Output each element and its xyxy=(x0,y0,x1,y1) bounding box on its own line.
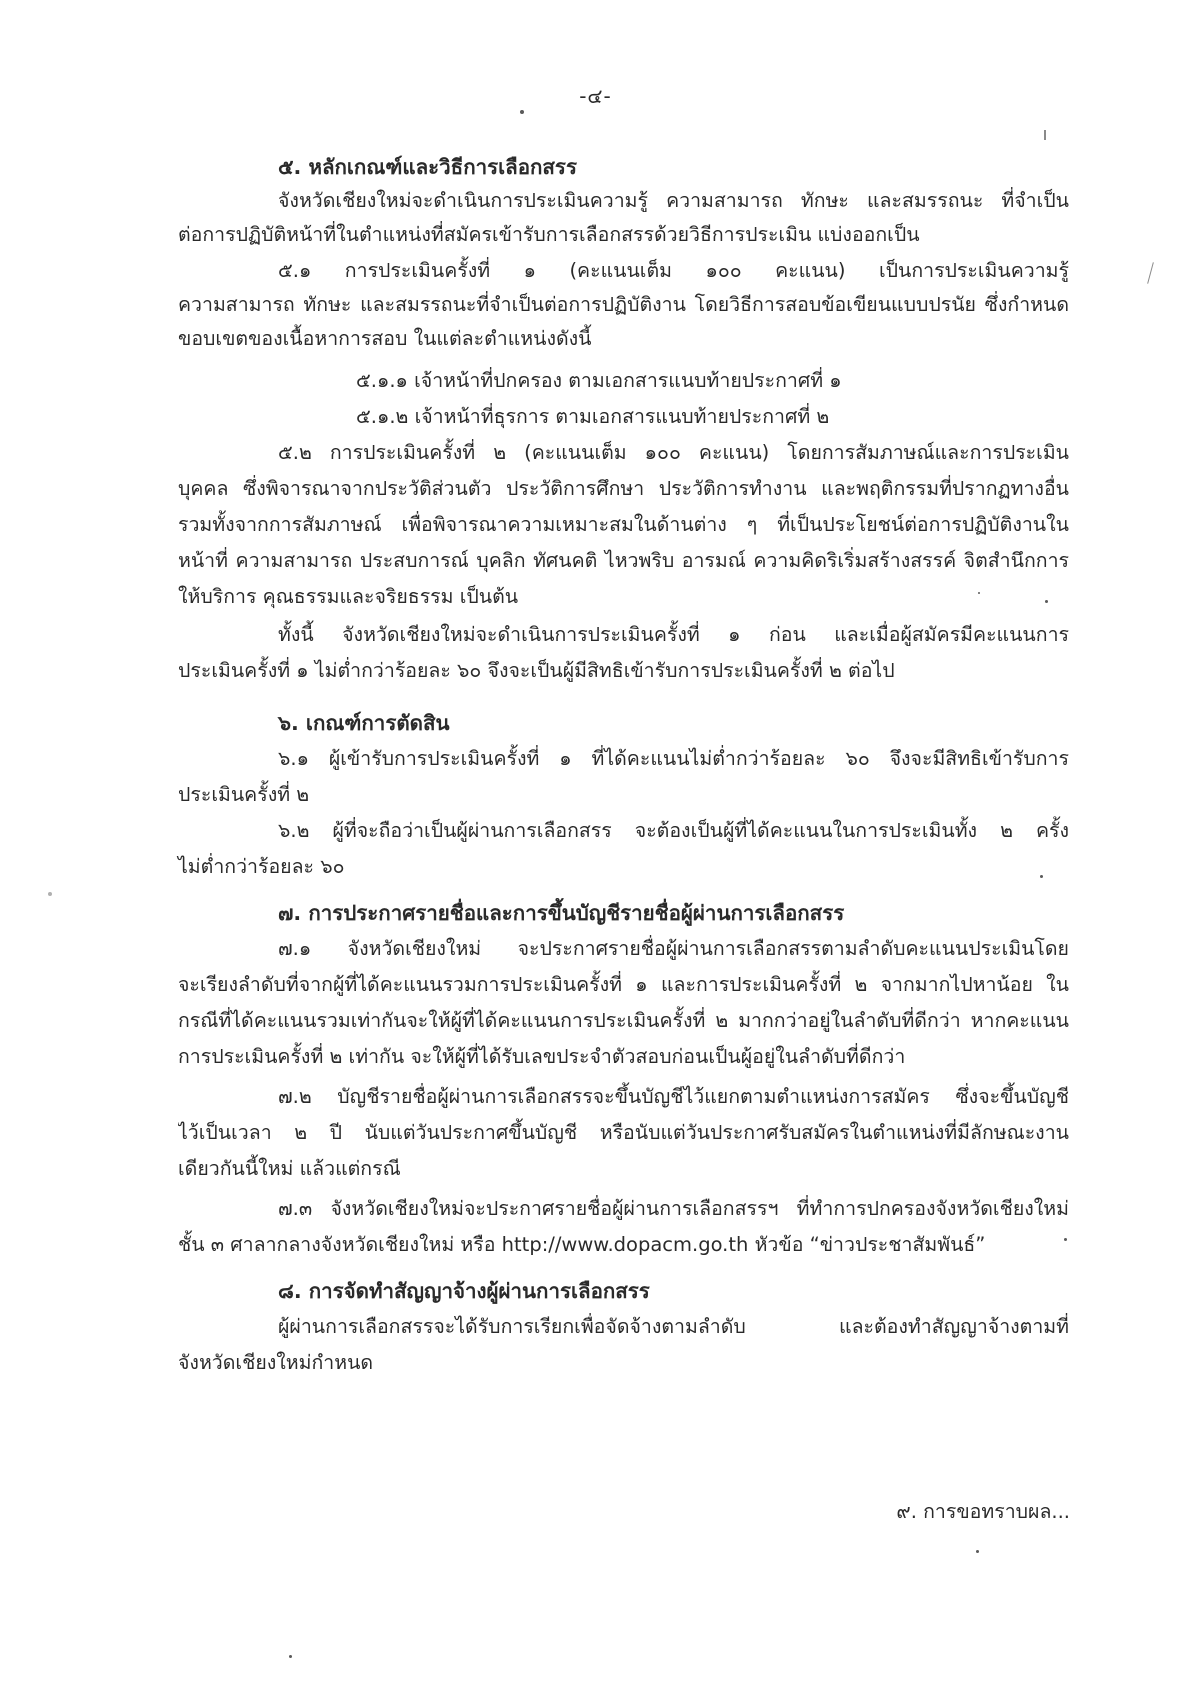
section-5-paragraph-2-line-2: ความสามารถ ทักษะ และสมรรถนะที่จำเป็นต่อการปฏิบัติงาน โดยวิธีการสอบข้อเขียนแบบปรนัย ซึ่งกำหนด xyxy=(178,293,1069,316)
section-7-paragraph-1-line-4: การประเมินครั้งที่ ๒ เท่ากัน จะให้ผู้ที่ได้รับเลขประจำตัวสอบก่อนเป็นผู้อยู่ในลำดับที่ดีกว่า xyxy=(178,1045,906,1068)
section-5-paragraph-2-line-3: ขอบเขตของเนื้อหาการสอบ ในแต่ละตำแหน่งดังนี้ xyxy=(178,327,592,350)
section-6-paragraph-2-line-1: ๖.๒ ผู้ที่จะถือว่าเป็นผู้ผ่านการเลือกสรร จะต้องเป็นผู้ที่ได้คะแนนในการประเมินทั้ง ๒ ครั้ง xyxy=(278,819,1069,842)
scan-mark xyxy=(1044,130,1046,140)
section-5-paragraph-3-line-5: ให้บริการ คุณธรรมและจริยธรรม เป็นต้น xyxy=(178,585,519,608)
continuation-marker: ๙. การขอทราบผล... xyxy=(896,1500,1070,1523)
section-5-paragraph-1-line-1: จังหวัดเชียงใหม่จะดำเนินการประเมินความรู้ ความสามารถ ทักษะ และสมรรถนะ ที่จำเป็น xyxy=(278,189,1069,212)
section-6-paragraph-1-line-2: ประเมินครั้งที่ ๒ xyxy=(178,783,310,806)
section-8-paragraph-1-line-1: ผู้ผ่านการเลือกสรรจะได้รับการเรียกเพื่อจัดจ้างตามลำดับ และต้องทำสัญญาจ้างตามที่ xyxy=(278,1315,1069,1338)
section-7-heading: ๗. การประกาศรายชื่อและการขึ้นบัญชีรายชื่อผู้ผ่านการเลือกสรร xyxy=(278,901,845,925)
section-7-paragraph-2-line-2: ไว้เป็นเวลา ๒ ปี นับแต่วันประกาศขึ้นบัญชี หรือนับแต่วันประกาศรับสมัครในตำแหน่งที่มีลักษณะงาน xyxy=(178,1121,1069,1144)
scan-speck xyxy=(978,592,980,594)
section-5-heading: ๕. หลักเกณฑ์และวิธีการเลือกสรร xyxy=(278,155,577,179)
section-7-paragraph-2-line-3: เดียวกันนี้ใหม่ แล้วแต่กรณี xyxy=(178,1157,401,1180)
section-7-paragraph-3-line-2: ชั้น ๓ ศาลากลางจังหวัดเชียงใหม่ หรือ http://www.dopacm.go.th หัวข้อ “ข่าวประชาสัมพันธ์” xyxy=(178,1233,986,1256)
section-8-paragraph-1-line-2: จังหวัดเชียงใหม่กำหนด xyxy=(178,1351,374,1374)
scan-speck xyxy=(520,110,524,114)
section-5-paragraph-4-line-1: ทั้งนี้ จังหวัดเชียงใหม่จะดำเนินการประเมินครั้งที่ ๑ ก่อน และเมื่อผู้สมัครมีคะแนนการ xyxy=(278,623,1069,646)
scan-speck xyxy=(289,1655,292,1658)
section-5-paragraph-3-line-2: บุคคล ซึ่งพิจารณาจากประวัติส่วนตัว ประวัติการศึกษา ประวัติการทำงาน และพฤติกรรมที่ปรากฏทางอื่น xyxy=(178,477,1069,500)
scan-speck xyxy=(976,1550,979,1553)
section-6-heading: ๖. เกณฑ์การตัดสิน xyxy=(278,711,450,735)
section-5-item-1: ๕.๑.๑ เจ้าหน้าที่ปกครอง ตามเอกสารแนบท้ายประกาศที่ ๑ xyxy=(356,369,842,392)
scan-speck xyxy=(48,892,52,896)
page-number: -๔- xyxy=(579,84,612,108)
section-5-paragraph-4-line-2: ประเมินครั้งที่ ๑ ไม่ต่ำกว่าร้อยละ ๖๐ จึงจะเป็นผู้มีสิทธิเข้ารับการประเมินครั้งที่ ๒ ต่อไป xyxy=(178,659,895,682)
section-7-paragraph-2-line-1: ๗.๒ บัญชีรายชื่อผู้ผ่านการเลือกสรรจะขึ้นบัญชีไว้แยกตามตำแหน่งการสมัคร ซึ่งจะขึ้นบัญชี xyxy=(278,1085,1069,1108)
section-5-item-2: ๕.๑.๒ เจ้าหน้าที่ธุรการ ตามเอกสารแนบท้ายประกาศที่ ๒ xyxy=(356,405,830,428)
scan-speck xyxy=(1064,1238,1067,1241)
section-5-paragraph-1-line-2: ต่อการปฏิบัติหน้าที่ในตำแหน่งที่สมัครเข้ารับการเลือกสรรด้วยวิธีการประเมิน แบ่งออกเป็น xyxy=(178,223,920,246)
scan-speck xyxy=(1040,875,1043,878)
scan-mark xyxy=(1147,262,1154,284)
scan-speck xyxy=(1045,600,1048,603)
section-8-heading: ๘. การจัดทำสัญญาจ้างผู้ผ่านการเลือกสรร xyxy=(278,1279,650,1303)
section-7-paragraph-1-line-1: ๗.๑ จังหวัดเชียงใหม่ จะประกาศรายชื่อผู้ผ่านการเลือกสรรตามลำดับคะแนนประเมินโดย xyxy=(278,937,1069,960)
section-7-paragraph-1-line-3: กรณีที่ได้คะแนนรวมเท่ากันจะให้ผู้ที่ได้คะแนนการประเมินครั้งที่ ๒ มากกว่าอยู่ในลำดับที่ดีกว่า หากคะแนน xyxy=(178,1009,1069,1032)
section-7-paragraph-3-line-1: ๗.๓ จังหวัดเชียงใหม่จะประกาศรายชื่อผู้ผ่านการเลือกสรรฯ ที่ทำการปกครองจังหวัดเชียงใหม่ xyxy=(278,1197,1069,1220)
section-5-paragraph-3-line-3: รวมทั้งจากการสัมภาษณ์ เพื่อพิจารณาความเหมาะสมในด้านต่าง ๆ ที่เป็นประโยชน์ต่อการปฏิบัติงานใน xyxy=(178,513,1069,536)
section-6-paragraph-2-line-2: ไม่ต่ำกว่าร้อยละ ๖๐ xyxy=(178,855,345,878)
section-6-paragraph-1-line-1: ๖.๑ ผู้เข้ารับการประเมินครั้งที่ ๑ ที่ได้คะแนนไม่ต่ำกว่าร้อยละ ๖๐ จึงจะมีสิทธิเข้ารับการ xyxy=(278,747,1069,770)
section-5-paragraph-3-line-4: หน้าที่ ความสามารถ ประสบการณ์ บุคลิก ทัศนคติ ไหวพริบ อารมณ์ ความคิดริเริ่มสร้างสรรค์ จิตสำนึกการ xyxy=(178,549,1069,572)
section-5-paragraph-2-line-1: ๕.๑ การประเมินครั้งที่ ๑ (คะแนนเต็ม ๑๐๐ คะแนน) เป็นการประเมินความรู้ xyxy=(278,259,1069,282)
section-5-paragraph-3-line-1: ๕.๒ การประเมินครั้งที่ ๒ (คะแนนเต็ม ๑๐๐ คะแนน) โดยการสัมภาษณ์และการประเมิน xyxy=(278,441,1069,464)
section-7-paragraph-1-line-2: จะเรียงลำดับที่จากผู้ที่ได้คะแนนรวมการประเมินครั้งที่ ๑ และการประเมินครั้งที่ ๒ จากมากไปหาน้อย ใน xyxy=(178,973,1069,996)
